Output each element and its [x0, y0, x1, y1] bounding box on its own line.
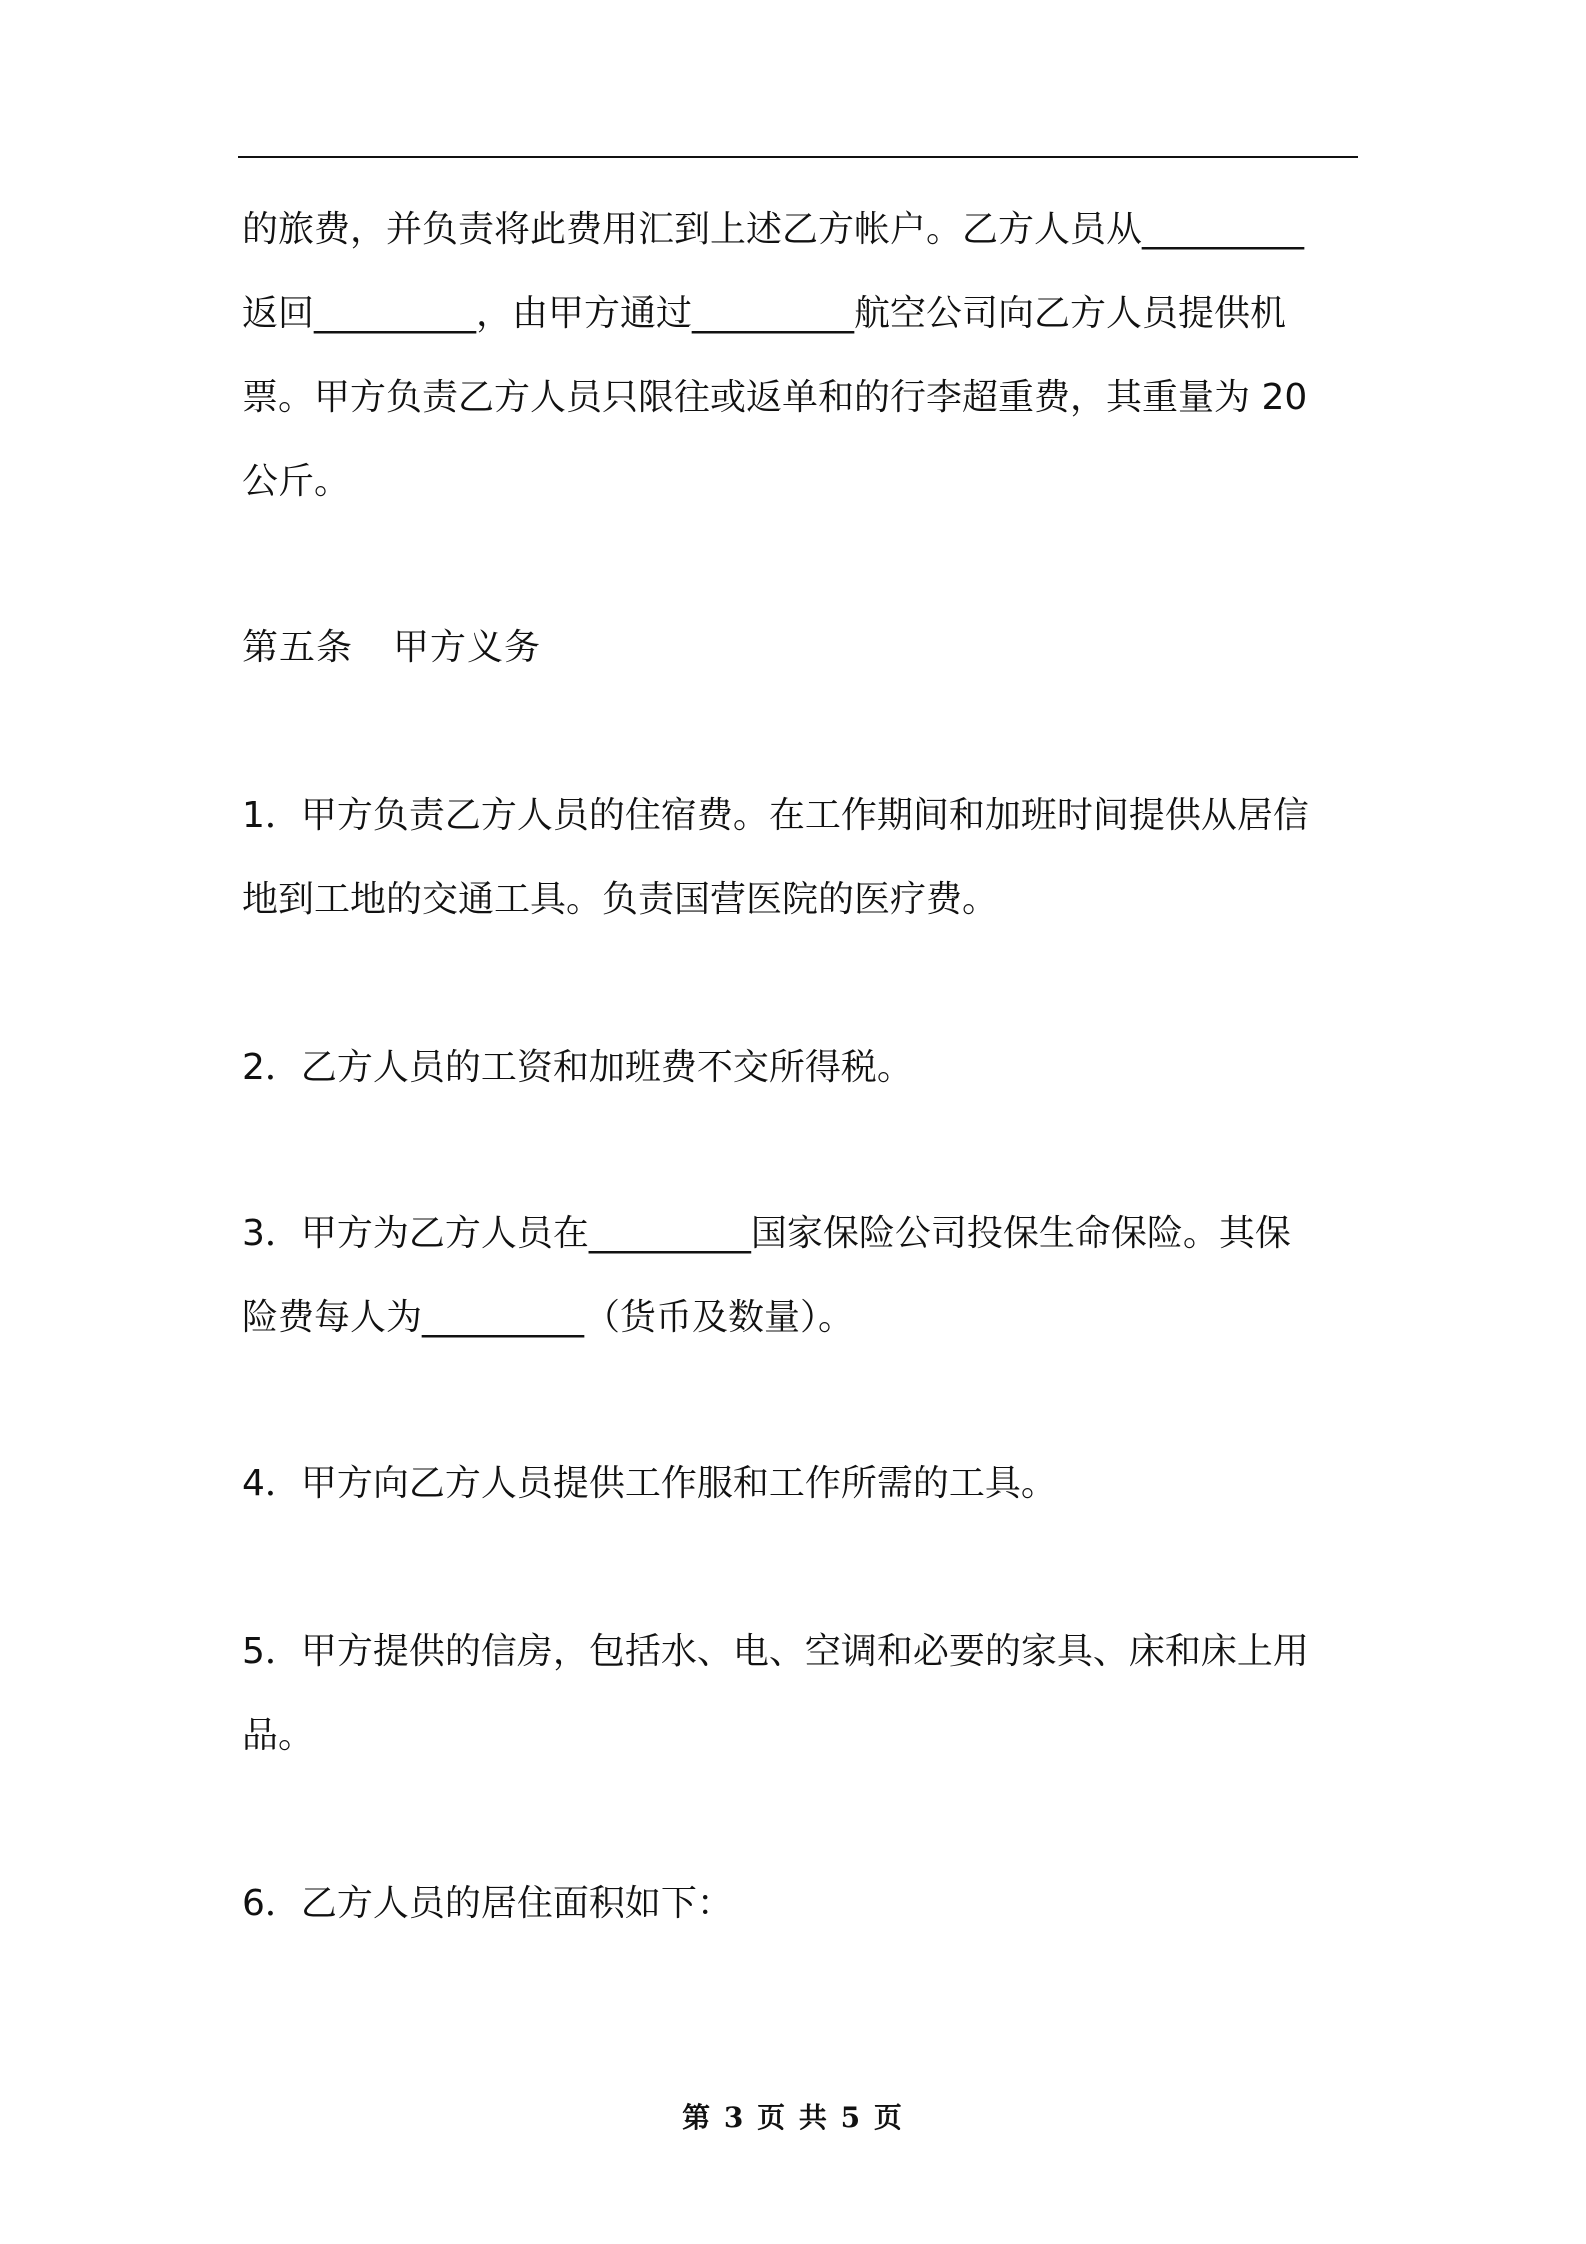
item-1-line-2: 地到工地的交通工具。负责国营医院的医疗费。	[242, 879, 999, 920]
item-1-line-1: 1．甲方负责乙方人员的住宿费。在工作期间和加班时间提供从居信	[242, 795, 1309, 836]
section-number: 第五条	[242, 627, 354, 668]
intro-line-1: 的旅费，并负责将此费用汇到上述乙方帐户。乙方人员从_________	[242, 209, 1305, 250]
item-5-line-2: 品。	[242, 1715, 315, 1756]
item-3-line-1: 3．甲方为乙方人员在_________国家保险公司投保生命保险。其保	[242, 1213, 1291, 1254]
section-heading	[242, 624, 541, 672]
header-divider	[238, 156, 1358, 158]
page-number-footer: 第 3 页 共 5 页	[682, 2101, 904, 2134]
item-3-line-2: 险费每人为_________（货币及数量）。	[242, 1297, 855, 1338]
section-title: 甲方义务	[393, 627, 542, 668]
intro-line-3: 票。甲方负责乙方人员只限往或返单和的行李超重费，其重量为 20	[242, 377, 1308, 418]
item-6-line-1: 6．乙方人员的居住面积如下：	[242, 1883, 733, 1924]
intro-line-2: 返回_________，由甲方通过_________航空公司向乙方人员提供机	[242, 293, 1287, 334]
item-5-line-1: 5．甲方提供的信房，包括水、电、空调和必要的家具、床和床上用	[242, 1631, 1309, 1672]
item-2-line-1: 2．乙方人员的工资和加班费不交所得税。	[242, 1047, 913, 1088]
item-4-line-1: 4．甲方向乙方人员提供工作服和工作所需的工具。	[242, 1463, 1057, 1504]
intro-line-4: 公斤。	[242, 461, 351, 502]
